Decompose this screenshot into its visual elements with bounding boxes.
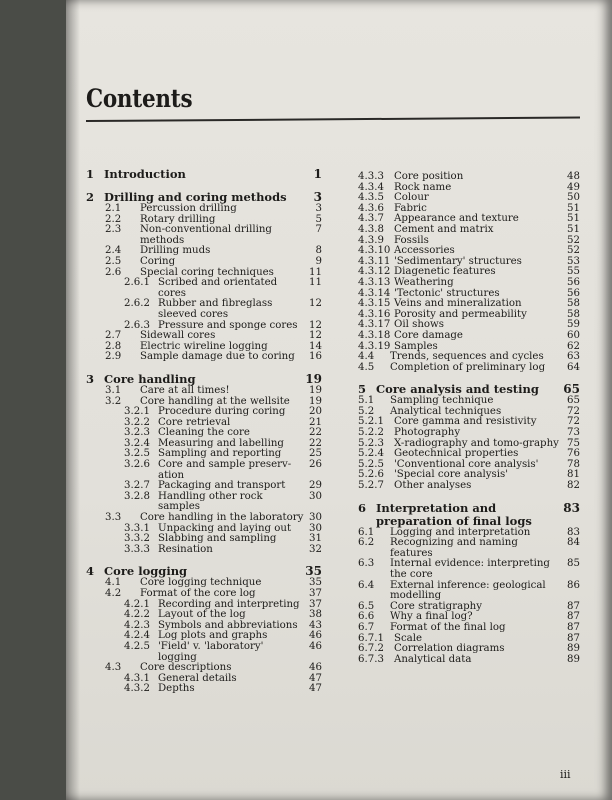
toc-label: 'Field' v. 'laboratory' logging	[158, 640, 264, 663]
toc-page-number: 65	[567, 395, 580, 407]
toc-label: 'Special core analysis'	[394, 469, 509, 481]
toc-entry	[86, 545, 322, 556]
toc-page-number: 37	[309, 588, 322, 599]
toc-label: Cleaning the core	[158, 427, 250, 439]
toc-label: Procedure during coring	[158, 406, 286, 418]
toc-label: Log plots and graphs	[158, 630, 268, 642]
toc-number: 4.3.7	[358, 213, 384, 225]
toc-page-number: 46	[309, 662, 322, 674]
toc-number: 4	[86, 564, 95, 579]
toc-label: Other analyses	[394, 480, 472, 492]
toc-label: Core descriptions	[140, 662, 232, 674]
toc-label: Unpacking and laying out	[158, 522, 292, 534]
toc-entry	[86, 257, 322, 268]
toc-page-number: 51	[567, 213, 580, 225]
toc-page-number: 19	[309, 384, 322, 396]
toc-label: Why a final log?	[390, 611, 473, 623]
toc-page-number: 3	[315, 203, 322, 214]
toc-entry	[86, 225, 322, 246]
toc-label: Recording and interpreting	[158, 598, 300, 610]
toc-page-number: 12	[309, 330, 322, 342]
toc-number: 4.3.13	[358, 276, 391, 288]
toc-number: 3	[86, 371, 95, 386]
toc-number: 3.2.5	[124, 448, 150, 460]
toc-entry	[86, 460, 322, 481]
toc-page-number: 30	[309, 512, 322, 524]
page-title: Contents	[86, 84, 193, 113]
toc-page-number: 12	[309, 319, 322, 331]
toc-number: 4.2.1	[124, 598, 150, 610]
toc-number: 6	[358, 500, 367, 515]
toc-page-number: 52	[567, 245, 580, 257]
toc-number: 2.7	[105, 330, 122, 342]
toc-number: 5.2	[358, 405, 375, 417]
toc-label: Core retrieval	[158, 416, 231, 428]
toc-label: Appearance and texture	[394, 213, 519, 225]
toc-chapter	[86, 168, 322, 181]
toc-label: Scale	[394, 632, 423, 644]
toc-entry	[86, 642, 322, 663]
toc-entry	[358, 225, 580, 236]
toc-number: 4.3.5	[358, 192, 384, 204]
toc-label: Depths	[158, 683, 195, 695]
toc-page-number: 51	[567, 223, 580, 235]
toc-label: Core stratigraphy	[390, 600, 482, 612]
toc-page-number: 89	[567, 653, 580, 665]
toc-page-number: 43	[309, 619, 322, 631]
toc-number: 5.2.7	[358, 480, 384, 492]
toc-label: Weathering	[394, 276, 454, 288]
toc-label: X-radiography and tomo-graphy	[394, 437, 559, 449]
toc-entry	[358, 363, 580, 374]
toc-entry	[86, 492, 322, 513]
toc-label: Sampling and reporting	[158, 448, 282, 460]
toc-page-number: 64	[567, 361, 580, 373]
toc-entry	[86, 246, 322, 257]
toc-chapter	[358, 502, 580, 528]
toc-label: Rubber and fibreglass sleeved cores	[158, 298, 273, 320]
toc-label: Veins and mineralization	[394, 298, 522, 310]
toc-entry	[358, 417, 580, 428]
toc-number: 4.3.14	[358, 287, 391, 299]
toc-number: 6.3	[358, 558, 375, 570]
toc-entry	[86, 204, 322, 215]
toc-page-number: 11	[309, 266, 322, 278]
toc-page-number: 86	[567, 579, 580, 591]
toc-label: Interpretation and preparation of final logs	[376, 500, 532, 528]
toc-label: Drilling muds	[140, 245, 211, 257]
toc-number: 4.3.18	[358, 329, 391, 341]
toc-number: 4.3.17	[358, 319, 391, 331]
toc-label: Analytical data	[394, 653, 472, 665]
toc-label: Core handling at the wellsite	[140, 395, 290, 407]
toc-number: 3.2.6	[124, 459, 150, 471]
toc-page-number: 20	[309, 406, 322, 418]
toc-label: Scribed and orientated cores	[158, 277, 278, 299]
toc-label: 'Tectonic' structures	[394, 287, 500, 299]
toc-number: 4.3.11	[358, 255, 391, 267]
toc-label: Trends, sequences and cycles	[390, 351, 544, 363]
toc-page-number: 87	[567, 600, 580, 612]
toc-label: Core logging	[104, 564, 188, 579]
toc-entry	[86, 674, 322, 685]
toc-number: 3.2.8	[124, 490, 150, 502]
toc-page-number: 47	[309, 683, 322, 695]
toc-number: 4.2.4	[124, 630, 150, 642]
toc-page-number: 30	[309, 490, 322, 502]
toc-page-number: 8	[315, 245, 322, 257]
toc-entry	[358, 655, 580, 666]
toc-page-number: 58	[567, 308, 580, 320]
toc-page-number: 78	[567, 458, 580, 470]
toc-page-number: 65	[563, 382, 580, 397]
toc-page-number: 87	[567, 632, 580, 644]
toc-page-number: 19	[305, 371, 322, 386]
toc-label: Core gamma and resistivity	[394, 416, 537, 428]
toc-number: 3.3.2	[124, 533, 150, 545]
toc-entry	[86, 278, 322, 299]
toc-number: 2.8	[105, 340, 122, 352]
toc-number: 2.6.2	[124, 298, 150, 310]
toc-number: 6.6	[358, 611, 375, 623]
toc-page-number: 51	[567, 202, 580, 214]
toc-page-number: 1	[313, 167, 322, 181]
toc-number: 4.3.12	[358, 266, 391, 278]
toc-number: 2.6.1	[124, 277, 150, 289]
toc-number: 3.2.4	[124, 437, 150, 449]
toc-page-number: 32	[309, 543, 322, 555]
toc-page-number: 38	[309, 609, 322, 621]
toc-entry	[358, 331, 580, 342]
toc-number: 6.7	[358, 621, 375, 633]
toc-page-number: 16	[309, 351, 322, 363]
toc-page-number: 56	[567, 287, 580, 299]
toc-number: 4.3	[105, 662, 122, 674]
toc-page-number: 55	[567, 266, 580, 278]
toc-number: 2.6	[105, 266, 122, 278]
toc-page-number: 47	[309, 672, 322, 684]
toc-number: 4.3.8	[358, 223, 384, 235]
toc-number: 1	[86, 167, 95, 181]
toc-number: 6.7.1	[358, 632, 384, 644]
toc-label: Resination	[158, 543, 213, 555]
toc-number: 4.2.2	[124, 609, 150, 621]
toc-number: 3.2.7	[124, 480, 150, 492]
toc-number: 2.6.3	[124, 319, 150, 331]
toc-number: 5.2.5	[358, 458, 384, 470]
toc-page-number: 58	[567, 298, 580, 310]
toc-number: 4.5	[358, 361, 375, 373]
toc-page-number: 84	[567, 537, 580, 549]
toc-page-number: 19	[309, 395, 322, 407]
toc-page-number: 85	[567, 558, 580, 570]
toc-number: 5.2.4	[358, 448, 384, 460]
toc-entry	[358, 193, 580, 204]
toc-entry	[358, 581, 580, 602]
toc-page-number: 3	[313, 190, 322, 204]
toc-label: Layout of the log	[158, 609, 246, 621]
toc-label: Sample damage due to coring	[140, 351, 295, 363]
toc-number: 4.3.9	[358, 234, 384, 246]
toc-entry	[358, 481, 580, 492]
toc-label: Core analysis and testing	[376, 382, 539, 397]
toc-number: 4.4	[358, 351, 375, 363]
toc-number: 2.2	[105, 213, 122, 225]
toc-entry	[358, 623, 580, 634]
toc-number: 6.1	[358, 526, 375, 538]
toc-label: Packaging and transport	[158, 480, 286, 492]
toc-label: Samples	[394, 340, 438, 352]
toc-label: Percussion drilling	[140, 203, 237, 214]
toc-page-number: 31	[309, 533, 322, 545]
toc-page-number: 22	[309, 437, 322, 449]
toc-label: Porosity and permeability	[394, 308, 527, 320]
toc-page-number: 72	[567, 416, 580, 428]
toc-number: 4.2.5	[124, 640, 150, 652]
toc-number: 6.7.2	[358, 643, 384, 655]
toc-label: Core and sample preserv-ation	[158, 459, 292, 481]
toc-entry	[358, 278, 580, 289]
toc-number: 4.3.1	[124, 672, 150, 684]
toc-number: 2	[86, 190, 95, 204]
toc-chapter	[86, 373, 322, 386]
toc-number: 4.3.15	[358, 298, 391, 310]
toc-label: Recognizing and naming features	[390, 537, 518, 559]
toc-label: Sidewall cores	[140, 330, 216, 342]
toc-page-number: 50	[567, 192, 580, 204]
toc-page-number: 83	[563, 500, 580, 515]
toc-number: 6.4	[358, 579, 375, 591]
toc-entry	[86, 589, 322, 600]
toc-page-number: 63	[567, 351, 580, 363]
toc-page-number: 21	[309, 416, 322, 428]
toc-page-number: 82	[567, 480, 580, 492]
toc-label: Measuring and labelling	[158, 437, 284, 449]
toc-label: Completion of preliminary log	[390, 361, 546, 373]
toc-page-number: 83	[567, 526, 580, 538]
toc-entry	[358, 538, 580, 559]
toc-page-number: 46	[309, 640, 322, 652]
toc-label: Special coring techniques	[140, 266, 274, 278]
toc-label: General details	[158, 672, 237, 684]
toc-entry	[86, 386, 322, 397]
toc-label: Logging and interpretation	[390, 526, 531, 538]
toc-page-number: 87	[567, 621, 580, 633]
toc-page-number: 52	[567, 234, 580, 246]
toc-entry	[86, 684, 322, 695]
toc-label: 'Sedimentary' structures	[394, 255, 522, 267]
toc-label: Geotechnical properties	[394, 448, 519, 460]
toc-label: Internal evidence: interpreting the core	[390, 558, 550, 580]
toc-entry	[86, 299, 322, 320]
toc-number: 3.2.3	[124, 427, 150, 439]
toc-label: External inference: geological modelling	[390, 579, 546, 602]
toc-label: Analytical techniques	[390, 405, 502, 417]
toc-label: Drilling and coring methods	[104, 190, 287, 204]
toc-page-number: 75	[567, 437, 580, 449]
toc-page-number: 12	[309, 298, 322, 310]
toc-label: Pressure and sponge cores	[158, 319, 298, 331]
toc-entry	[358, 310, 580, 321]
toc-page-number: 25	[309, 448, 322, 460]
toc-label: Photography	[394, 427, 461, 439]
toc-number: 5.1	[358, 395, 375, 407]
toc-page-number: 9	[315, 255, 322, 267]
toc-label: Coring	[140, 255, 176, 267]
toc-label: Slabbing and sampling	[158, 533, 277, 545]
toc-number: 4.3.16	[358, 308, 391, 320]
toc-number: 4.3.3	[358, 171, 384, 182]
toc-number: 6.5	[358, 600, 375, 612]
toc-page-number: 48	[567, 171, 580, 182]
toc-label: Rock name	[394, 181, 452, 193]
toc-label: Format of the core log	[140, 588, 256, 599]
toc-number: 4.3.19	[358, 340, 391, 352]
toc-number: 4.1	[105, 577, 122, 589]
toc-label: Rotary drilling	[140, 213, 216, 225]
toc-number: 2.3	[105, 224, 122, 236]
toc-page-number: 81	[567, 469, 580, 481]
toc-entry	[86, 352, 322, 363]
toc-number: 2.1	[105, 203, 122, 214]
toc-number: 3.3.1	[124, 522, 150, 534]
toc-label: Oil shows	[394, 319, 444, 331]
toc-number: 4.2	[105, 588, 122, 599]
toc-number: 4.3.6	[358, 202, 384, 214]
toc-page-number: 35	[309, 577, 322, 589]
toc-label: Handling other rock samples	[158, 490, 263, 513]
toc-column-right	[358, 172, 580, 665]
toc-number: 4.2.3	[124, 619, 150, 631]
toc-number: 2.4	[105, 245, 122, 257]
toc-entry	[358, 183, 580, 194]
toc-label: Core logging technique	[140, 577, 262, 589]
toc-number: 2.5	[105, 255, 122, 267]
toc-number: 4.3.4	[358, 181, 384, 193]
toc-page-number: 72	[567, 405, 580, 417]
toc-label: Core damage	[394, 329, 463, 341]
toc-number: 5.2.3	[358, 437, 384, 449]
toc-page-number: 49	[567, 181, 580, 193]
toc-number: 3.3	[105, 512, 122, 524]
toc-number: 3.2	[105, 395, 122, 407]
toc-label: Correlation diagrams	[394, 643, 505, 655]
toc-page-number: 14	[309, 340, 322, 352]
toc-page-number: 89	[567, 643, 580, 655]
toc-number: 5	[358, 382, 367, 397]
toc-entry	[358, 267, 580, 278]
toc-number: 3.3.3	[124, 543, 150, 555]
toc-label: Core handling in the laboratory	[140, 512, 304, 524]
toc-number: 6.2	[358, 537, 375, 549]
toc-number: 6.7.3	[358, 653, 384, 665]
toc-page-number: 76	[567, 448, 580, 460]
toc-number: 2.9	[105, 351, 122, 363]
toc-page-number: 7	[315, 224, 322, 236]
toc-column-left	[86, 168, 322, 695]
toc-page-number: 26	[309, 459, 322, 471]
toc-number: 4.3.10	[358, 245, 391, 257]
toc-label: Format of the final log	[390, 621, 506, 633]
toc-label: Diagenetic features	[394, 266, 496, 278]
toc-page-number: 59	[567, 319, 580, 331]
toc-page-number: 53	[567, 255, 580, 267]
toc-page-number: 11	[309, 277, 322, 289]
toc-label: Core position	[394, 171, 464, 182]
toc-label: Accessories	[394, 245, 455, 257]
toc-number: 3.2.1	[124, 406, 150, 418]
toc-label: Colour	[394, 192, 429, 204]
toc-label: Core handling	[104, 371, 196, 386]
toc-page-number: 30	[309, 522, 322, 534]
toc-label: Fabric	[394, 202, 427, 214]
toc-label: 'Conventional core analysis'	[394, 458, 539, 470]
toc-number: 5.2.6	[358, 469, 384, 481]
toc-label: Fossils	[394, 234, 429, 246]
toc-page-number: 60	[567, 329, 580, 341]
toc-label: Sampling technique	[390, 395, 494, 407]
toc-page-number: 29	[309, 480, 322, 492]
toc-label: Symbols and abbreviations	[158, 619, 298, 631]
toc-label: Cement and matrix	[394, 223, 494, 235]
toc-page-number: 62	[567, 340, 580, 352]
toc-number: 4.3.2	[124, 683, 150, 695]
toc-label: Care at all times!	[140, 384, 230, 396]
toc-number: 5.2.2	[358, 427, 384, 439]
page-spine-shadow	[66, 0, 80, 800]
toc-number: 5.2.1	[358, 416, 384, 428]
toc-entry	[358, 559, 580, 580]
toc-number: 3.1	[105, 384, 122, 396]
toc-number: 3.2.2	[124, 416, 150, 428]
toc-page-number: 73	[567, 427, 580, 439]
toc-entry	[358, 172, 580, 183]
toc-label: Introduction	[104, 167, 186, 181]
toc-page-number: 35	[305, 564, 322, 579]
toc-page-number: 56	[567, 276, 580, 288]
toc-page-number: 87	[567, 611, 580, 623]
toc-page-number: 46	[309, 630, 322, 642]
toc-label: Non-conventional drilling methods	[140, 224, 272, 246]
toc-page-number: 22	[309, 427, 322, 439]
toc-page-number: 5	[315, 213, 322, 225]
toc-entry	[358, 320, 580, 331]
toc-entry	[358, 236, 580, 247]
page-folio: iii	[560, 768, 571, 781]
toc-page-number: 37	[309, 598, 322, 610]
toc-label: Electric wireline logging	[140, 340, 268, 352]
